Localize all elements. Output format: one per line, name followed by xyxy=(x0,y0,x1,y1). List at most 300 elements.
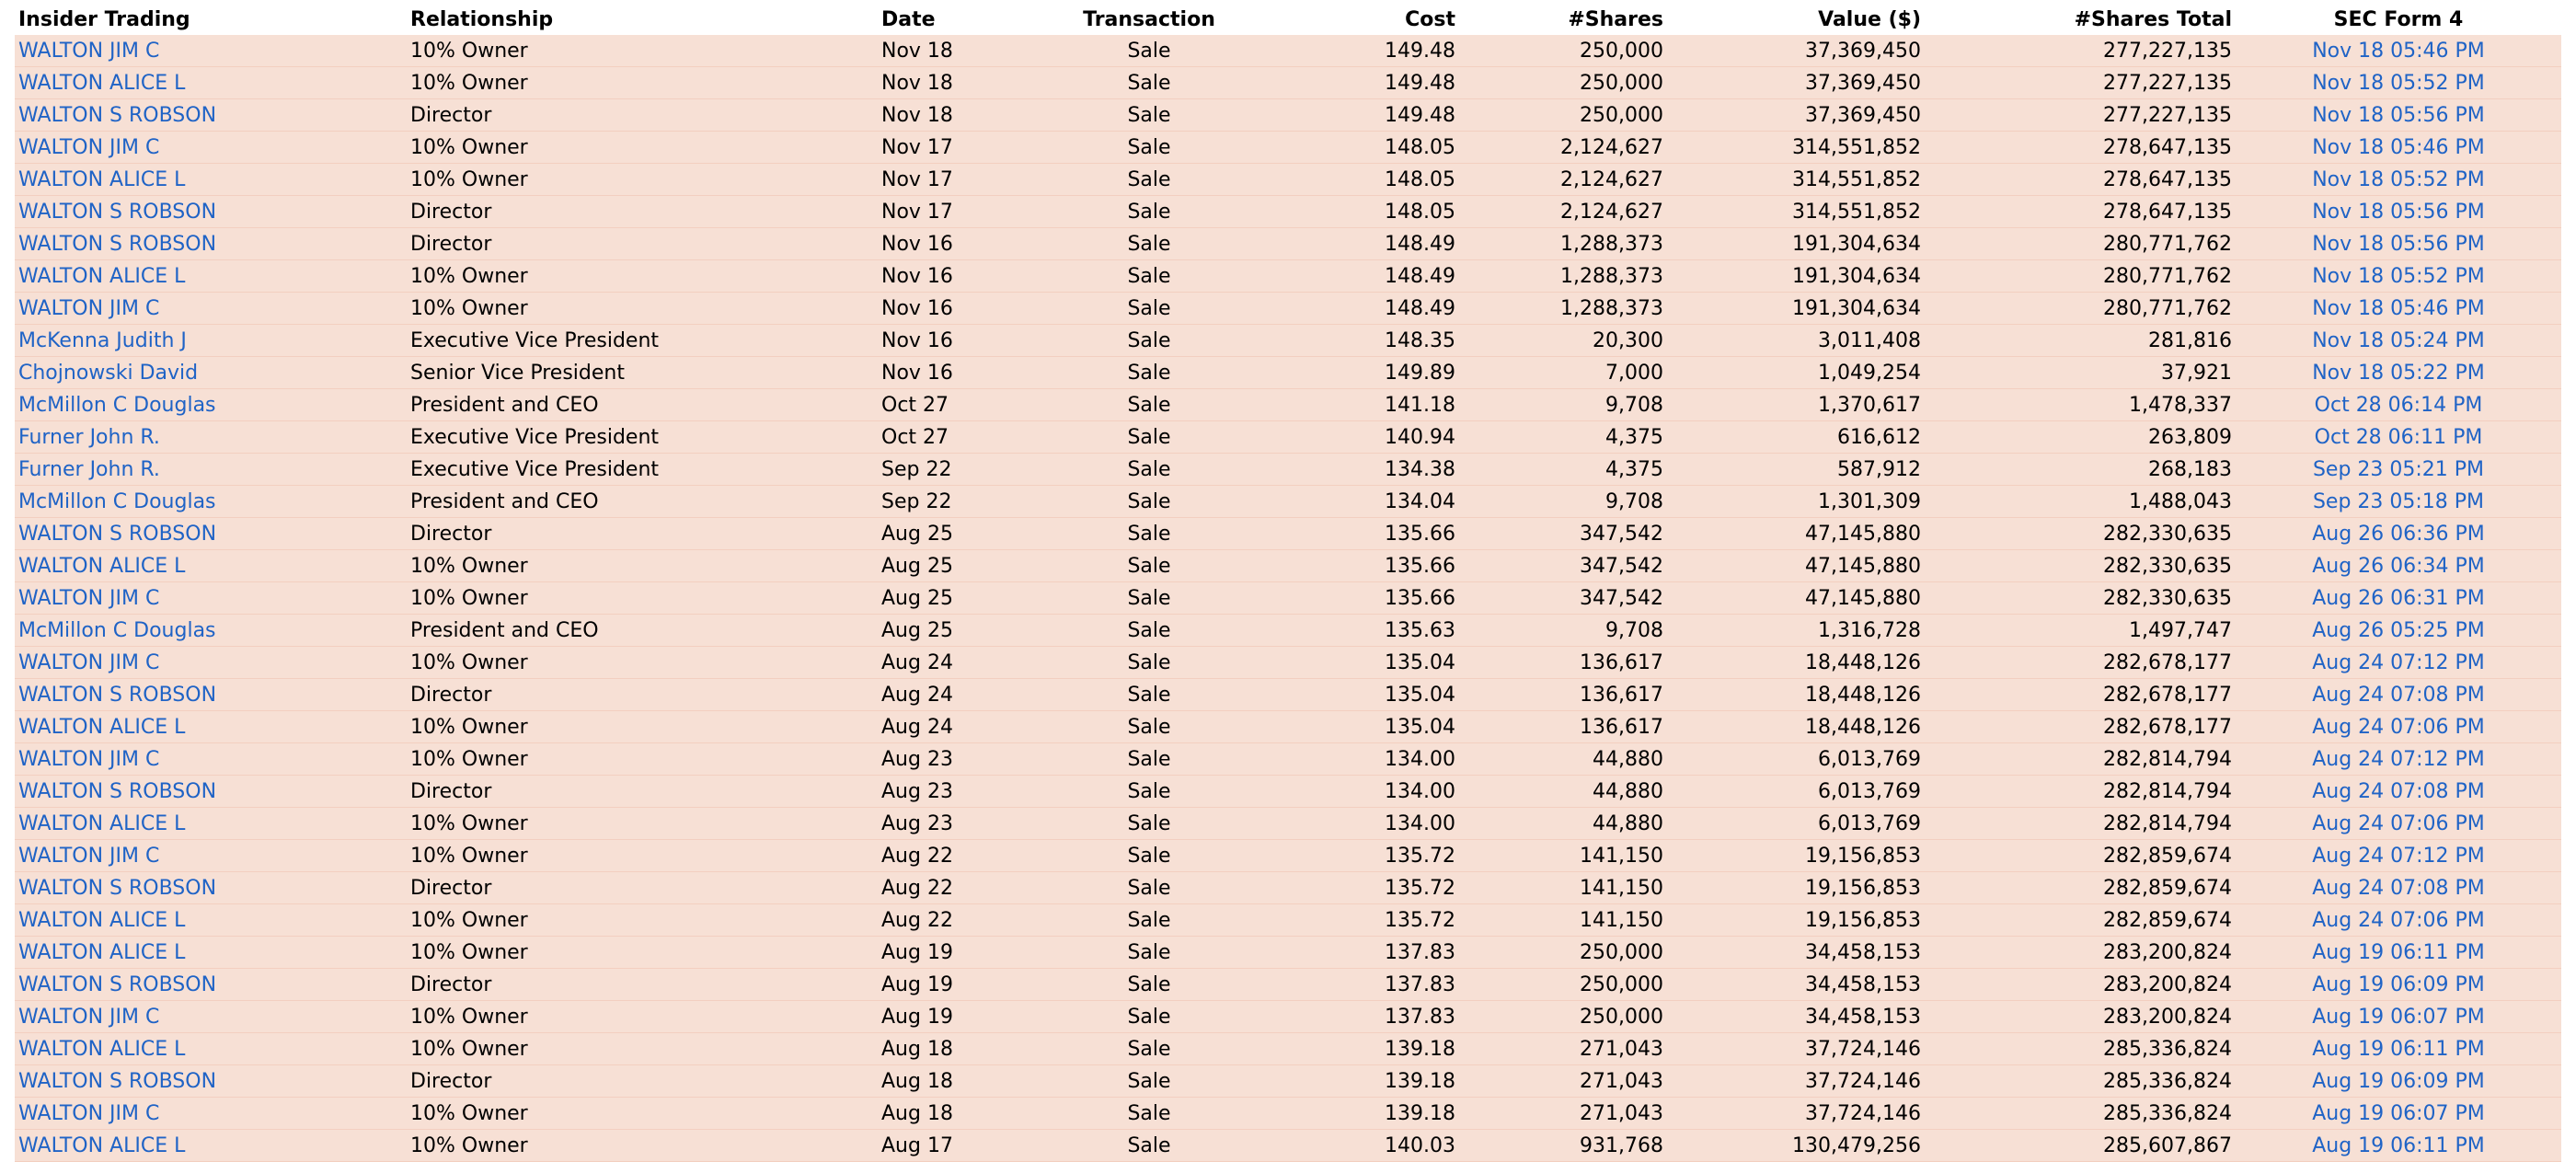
sec-form-link-cell xyxy=(2236,454,2561,486)
insider-name-link-cell xyxy=(15,67,407,99)
shares-total-cell: 282,814,794 xyxy=(1925,776,2236,808)
shares-total-cell: 278,647,135 xyxy=(1925,132,2236,164)
relationship-cell: Director xyxy=(407,99,878,132)
insider-name-link-cell xyxy=(15,260,407,293)
relationship-cell: President and CEO xyxy=(407,615,878,647)
insider-name-link[interactable]: McKenna Judith J xyxy=(18,328,187,352)
sec-form-link[interactable]: Aug 19 06:11 PM xyxy=(2312,1133,2485,1157)
cost-cell: 135.66 xyxy=(1246,518,1459,550)
table-row xyxy=(15,1130,2561,1162)
transaction-cell: Sale xyxy=(1052,132,1246,164)
insider-trading-table-container xyxy=(15,4,2561,1162)
shares-total-cell: 285,336,824 xyxy=(1925,1033,2236,1065)
insider-name-link[interactable]: WALTON JIM C xyxy=(18,747,160,771)
sec-form-link[interactable]: Aug 26 05:25 PM xyxy=(2312,618,2485,642)
cost-cell: 134.00 xyxy=(1246,808,1459,840)
table-row xyxy=(15,647,2561,679)
shares-cell: 1,288,373 xyxy=(1459,260,1667,293)
sec-form-link-cell xyxy=(2236,293,2561,325)
sec-form-link-cell xyxy=(2236,776,2561,808)
sec-form-link[interactable]: Nov 18 05:46 PM xyxy=(2312,296,2485,320)
shares-cell: 250,000 xyxy=(1459,35,1667,67)
table-row xyxy=(15,679,2561,711)
sec-form-link-cell xyxy=(2236,325,2561,357)
insider-name-link[interactable]: WALTON JIM C xyxy=(18,844,160,868)
relationship-cell: Director xyxy=(407,1065,878,1098)
shares-cell: 250,000 xyxy=(1459,969,1667,1001)
sec-form-link[interactable]: Aug 24 07:12 PM xyxy=(2312,844,2485,868)
cost-cell: 148.49 xyxy=(1246,260,1459,293)
insider-name-link[interactable]: Furner John R. xyxy=(18,425,160,449)
sec-form-link[interactable]: Nov 18 05:22 PM xyxy=(2312,361,2485,385)
insider-name-link-cell xyxy=(15,357,407,389)
table-row xyxy=(15,260,2561,293)
transaction-cell: Sale xyxy=(1052,196,1246,228)
value-cell: 37,369,450 xyxy=(1667,67,1925,99)
cost-cell: 148.49 xyxy=(1246,293,1459,325)
sec-form-link[interactable]: Aug 19 06:07 PM xyxy=(2312,1101,2485,1125)
sec-form-link[interactable]: Nov 18 05:52 PM xyxy=(2312,71,2485,95)
insider-name-link[interactable]: McMillon C Douglas xyxy=(18,489,216,513)
value-cell: 191,304,634 xyxy=(1667,228,1925,260)
insider-name-link-cell xyxy=(15,1001,407,1033)
insider-name-link[interactable]: WALTON S ROBSON xyxy=(18,683,217,707)
sec-form-link-cell xyxy=(2236,164,2561,196)
sec-form-link-cell xyxy=(2236,196,2561,228)
sec-form-link-cell xyxy=(2236,260,2561,293)
insider-name-link-cell xyxy=(15,776,407,808)
table-row xyxy=(15,421,2561,454)
table-row xyxy=(15,293,2561,325)
shares-total-cell: 268,183 xyxy=(1925,454,2236,486)
value-cell: 1,049,254 xyxy=(1667,357,1925,389)
transaction-cell: Sale xyxy=(1052,518,1246,550)
cost-cell: 134.38 xyxy=(1246,454,1459,486)
insider-name-link[interactable]: WALTON JIM C xyxy=(18,1005,160,1029)
transaction-cell: Sale xyxy=(1052,1033,1246,1065)
relationship-cell: 10% Owner xyxy=(407,840,878,872)
cost-cell: 148.05 xyxy=(1246,132,1459,164)
date-cell: Aug 25 xyxy=(878,582,1052,615)
date-cell: Aug 19 xyxy=(878,937,1052,969)
sec-form-link-cell xyxy=(2236,1130,2561,1162)
shares-total-cell: 37,921 xyxy=(1925,357,2236,389)
shares-cell: 2,124,627 xyxy=(1459,132,1667,164)
table-row xyxy=(15,743,2561,776)
cost-cell: 139.18 xyxy=(1246,1065,1459,1098)
sec-form-link[interactable]: Sep 23 05:21 PM xyxy=(2312,457,2485,481)
shares-total-cell: 263,809 xyxy=(1925,421,2236,454)
value-cell: 34,458,153 xyxy=(1667,969,1925,1001)
cost-cell: 135.04 xyxy=(1246,711,1459,743)
value-cell: 37,724,146 xyxy=(1667,1098,1925,1130)
shares-total-cell: 283,200,824 xyxy=(1925,1001,2236,1033)
relationship-cell: 10% Owner xyxy=(407,937,878,969)
transaction-cell: Sale xyxy=(1052,293,1246,325)
date-cell: Sep 22 xyxy=(878,454,1052,486)
cost-cell: 137.83 xyxy=(1246,969,1459,1001)
value-cell: 37,369,450 xyxy=(1667,99,1925,132)
table-row xyxy=(15,969,2561,1001)
transaction-cell: Sale xyxy=(1052,872,1246,904)
relationship-cell: 10% Owner xyxy=(407,904,878,937)
date-cell: Aug 22 xyxy=(878,840,1052,872)
insider-name-link-cell xyxy=(15,679,407,711)
cost-cell: 135.04 xyxy=(1246,679,1459,711)
shares-cell: 9,708 xyxy=(1459,389,1667,421)
value-cell: 19,156,853 xyxy=(1667,872,1925,904)
date-cell: Oct 27 xyxy=(878,389,1052,421)
sec-form-link[interactable]: Aug 24 07:12 PM xyxy=(2312,650,2485,674)
date-cell: Aug 22 xyxy=(878,904,1052,937)
date-cell: Nov 18 xyxy=(878,35,1052,67)
shares-cell: 347,542 xyxy=(1459,582,1667,615)
transaction-cell: Sale xyxy=(1052,647,1246,679)
sec-form-link[interactable]: Aug 24 07:08 PM xyxy=(2312,779,2485,803)
value-cell: 34,458,153 xyxy=(1667,1001,1925,1033)
insider-name-link-cell xyxy=(15,969,407,1001)
shares-total-cell: 278,647,135 xyxy=(1925,164,2236,196)
sec-form-link[interactable]: Nov 18 05:46 PM xyxy=(2312,39,2485,63)
insider-name-link[interactable]: WALTON JIM C xyxy=(18,586,160,610)
sec-form-link-cell xyxy=(2236,1098,2561,1130)
table-row xyxy=(15,937,2561,969)
relationship-cell: Director xyxy=(407,679,878,711)
shares-cell: 1,288,373 xyxy=(1459,228,1667,260)
insider-name-link[interactable]: McMillon C Douglas xyxy=(18,618,216,642)
sec-form-link[interactable]: Nov 18 05:56 PM xyxy=(2312,200,2485,224)
insider-name-link-cell xyxy=(15,518,407,550)
shares-cell: 250,000 xyxy=(1459,937,1667,969)
sec-form-link[interactable]: Aug 24 07:06 PM xyxy=(2312,908,2485,932)
value-cell: 191,304,634 xyxy=(1667,293,1925,325)
insider-name-link-cell xyxy=(15,293,407,325)
sec-form-link-cell xyxy=(2236,872,2561,904)
sec-form-link[interactable]: Aug 24 07:08 PM xyxy=(2312,683,2485,707)
date-cell: Aug 18 xyxy=(878,1033,1052,1065)
sec-form-link[interactable]: Aug 26 06:31 PM xyxy=(2312,586,2485,610)
relationship-cell: Director xyxy=(407,872,878,904)
sec-form-link[interactable]: Nov 18 05:24 PM xyxy=(2312,328,2485,352)
sec-form-link-cell xyxy=(2236,486,2561,518)
insider-name-link[interactable]: WALTON JIM C xyxy=(18,650,160,674)
transaction-cell: Sale xyxy=(1052,679,1246,711)
relationship-cell: 10% Owner xyxy=(407,582,878,615)
shares-total-cell: 283,200,824 xyxy=(1925,969,2236,1001)
insider-name-link[interactable]: WALTON S ROBSON xyxy=(18,876,217,900)
shares-total-cell: 277,227,135 xyxy=(1925,35,2236,67)
insider-name-link[interactable]: Chojnowski David xyxy=(18,361,199,385)
date-cell: Aug 23 xyxy=(878,743,1052,776)
sec-form-link-cell xyxy=(2236,389,2561,421)
date-cell: Nov 16 xyxy=(878,293,1052,325)
insider-name-link-cell xyxy=(15,872,407,904)
shares-total-cell: 282,330,635 xyxy=(1925,550,2236,582)
sec-form-link[interactable]: Aug 19 06:11 PM xyxy=(2312,1037,2485,1061)
insider-name-link-cell xyxy=(15,486,407,518)
sec-form-link-cell xyxy=(2236,550,2561,582)
value-cell: 18,448,126 xyxy=(1667,711,1925,743)
header-cost: Cost xyxy=(1246,4,1459,35)
insider-name-link-cell xyxy=(15,550,407,582)
sec-form-link[interactable]: Aug 26 06:36 PM xyxy=(2312,522,2485,546)
insider-name-link[interactable]: WALTON ALICE L xyxy=(18,1133,186,1157)
transaction-cell: Sale xyxy=(1052,164,1246,196)
date-cell: Nov 17 xyxy=(878,196,1052,228)
insider-name-link[interactable]: WALTON S ROBSON xyxy=(18,200,217,224)
shares-total-cell: 277,227,135 xyxy=(1925,99,2236,132)
insider-name-link-cell xyxy=(15,196,407,228)
value-cell: 19,156,853 xyxy=(1667,904,1925,937)
sec-form-link-cell xyxy=(2236,1001,2561,1033)
date-cell: Aug 18 xyxy=(878,1098,1052,1130)
sec-form-link-cell xyxy=(2236,357,2561,389)
relationship-cell: 10% Owner xyxy=(407,647,878,679)
shares-total-cell: 282,814,794 xyxy=(1925,743,2236,776)
relationship-cell: 10% Owner xyxy=(407,260,878,293)
shares-total-cell: 282,678,177 xyxy=(1925,679,2236,711)
value-cell: 6,013,769 xyxy=(1667,743,1925,776)
table-row xyxy=(15,389,2561,421)
sec-form-link-cell xyxy=(2236,582,2561,615)
relationship-cell: 10% Owner xyxy=(407,1033,878,1065)
shares-cell: 141,150 xyxy=(1459,872,1667,904)
insider-name-link[interactable]: WALTON ALICE L xyxy=(18,715,186,739)
transaction-cell: Sale xyxy=(1052,840,1246,872)
cost-cell: 135.72 xyxy=(1246,840,1459,872)
transaction-cell: Sale xyxy=(1052,35,1246,67)
insider-name-link[interactable]: WALTON S ROBSON xyxy=(18,972,217,996)
sec-form-link[interactable]: Oct 28 06:11 PM xyxy=(2314,425,2483,449)
table-row xyxy=(15,164,2561,196)
value-cell: 6,013,769 xyxy=(1667,776,1925,808)
cost-cell: 149.48 xyxy=(1246,35,1459,67)
cost-cell: 139.18 xyxy=(1246,1098,1459,1130)
sec-form-link-cell xyxy=(2236,904,2561,937)
insider-name-link[interactable]: WALTON JIM C xyxy=(18,39,160,63)
insider-name-link-cell xyxy=(15,132,407,164)
date-cell: Sep 22 xyxy=(878,486,1052,518)
cost-cell: 135.66 xyxy=(1246,582,1459,615)
insider-name-link-cell xyxy=(15,421,407,454)
table-row xyxy=(15,518,2561,550)
date-cell: Aug 24 xyxy=(878,711,1052,743)
value-cell: 6,013,769 xyxy=(1667,808,1925,840)
cost-cell: 148.49 xyxy=(1246,228,1459,260)
insider-name-link[interactable]: WALTON ALICE L xyxy=(18,1037,186,1061)
cost-cell: 135.66 xyxy=(1246,550,1459,582)
table-row xyxy=(15,776,2561,808)
shares-total-cell: 1,488,043 xyxy=(1925,486,2236,518)
table-row xyxy=(15,615,2561,647)
insider-name-link[interactable]: WALTON S ROBSON xyxy=(18,232,217,256)
transaction-cell: Sale xyxy=(1052,486,1246,518)
shares-cell: 141,150 xyxy=(1459,840,1667,872)
insider-name-link[interactable]: WALTON JIM C xyxy=(18,1101,160,1125)
insider-name-link-cell xyxy=(15,615,407,647)
shares-cell: 271,043 xyxy=(1459,1033,1667,1065)
shares-cell: 4,375 xyxy=(1459,421,1667,454)
transaction-cell: Sale xyxy=(1052,711,1246,743)
transaction-cell: Sale xyxy=(1052,776,1246,808)
sec-form-link[interactable]: Nov 18 05:56 PM xyxy=(2312,232,2485,256)
value-cell: 314,551,852 xyxy=(1667,132,1925,164)
insider-name-link[interactable]: WALTON ALICE L xyxy=(18,71,186,95)
shares-cell: 347,542 xyxy=(1459,518,1667,550)
shares-total-cell: 1,497,747 xyxy=(1925,615,2236,647)
header-relationship: Relationship xyxy=(407,4,878,35)
insider-name-link[interactable]: WALTON JIM C xyxy=(18,135,160,159)
insider-name-link[interactable]: WALTON ALICE L xyxy=(18,811,186,835)
shares-total-cell: 285,336,824 xyxy=(1925,1098,2236,1130)
sec-form-link[interactable]: Aug 19 06:09 PM xyxy=(2312,972,2485,996)
sec-form-link[interactable]: Nov 18 05:52 PM xyxy=(2312,167,2485,191)
transaction-cell: Sale xyxy=(1052,808,1246,840)
relationship-cell: President and CEO xyxy=(407,389,878,421)
shares-total-cell: 281,816 xyxy=(1925,325,2236,357)
sec-form-link[interactable]: Nov 18 05:56 PM xyxy=(2312,103,2485,127)
table-body xyxy=(15,35,2561,1162)
insider-name-link-cell xyxy=(15,164,407,196)
transaction-cell: Sale xyxy=(1052,357,1246,389)
insider-name-link[interactable]: WALTON ALICE L xyxy=(18,940,186,964)
insider-name-link-cell xyxy=(15,840,407,872)
header-transaction: Transaction xyxy=(1052,4,1246,35)
insider-trading-table xyxy=(15,4,2561,1162)
table-row xyxy=(15,132,2561,164)
transaction-cell: Sale xyxy=(1052,615,1246,647)
sec-form-link[interactable]: Aug 24 07:08 PM xyxy=(2312,876,2485,900)
insider-name-link-cell xyxy=(15,582,407,615)
shares-cell: 20,300 xyxy=(1459,325,1667,357)
sec-form-link-cell xyxy=(2236,132,2561,164)
value-cell: 37,369,450 xyxy=(1667,35,1925,67)
sec-form-link[interactable]: Nov 18 05:46 PM xyxy=(2312,135,2485,159)
sec-form-link-cell xyxy=(2236,711,2561,743)
value-cell: 130,479,256 xyxy=(1667,1130,1925,1162)
insider-name-link-cell xyxy=(15,454,407,486)
value-cell: 47,145,880 xyxy=(1667,582,1925,615)
cost-cell: 149.48 xyxy=(1246,99,1459,132)
date-cell: Aug 25 xyxy=(878,550,1052,582)
value-cell: 314,551,852 xyxy=(1667,164,1925,196)
insider-name-link[interactable]: WALTON JIM C xyxy=(18,296,160,320)
shares-cell: 7,000 xyxy=(1459,357,1667,389)
shares-cell: 347,542 xyxy=(1459,550,1667,582)
relationship-cell: 10% Owner xyxy=(407,550,878,582)
shares-total-cell: 282,859,674 xyxy=(1925,872,2236,904)
insider-name-link[interactable]: WALTON ALICE L xyxy=(18,554,186,578)
relationship-cell: 10% Owner xyxy=(407,1001,878,1033)
table-row xyxy=(15,1098,2561,1130)
insider-name-link[interactable]: McMillon C Douglas xyxy=(18,393,216,417)
shares-cell: 136,617 xyxy=(1459,647,1667,679)
date-cell: Nov 17 xyxy=(878,132,1052,164)
sec-form-link[interactable]: Nov 18 05:52 PM xyxy=(2312,264,2485,288)
insider-name-link-cell xyxy=(15,743,407,776)
shares-total-cell: 1,478,337 xyxy=(1925,389,2236,421)
table-row xyxy=(15,357,2561,389)
sec-form-link-cell xyxy=(2236,67,2561,99)
sec-form-link[interactable]: Oct 28 06:14 PM xyxy=(2314,393,2483,417)
table-row xyxy=(15,872,2561,904)
relationship-cell: Senior Vice President xyxy=(407,357,878,389)
shares-cell: 9,708 xyxy=(1459,486,1667,518)
value-cell: 587,912 xyxy=(1667,454,1925,486)
date-cell: Nov 16 xyxy=(878,228,1052,260)
relationship-cell: 10% Owner xyxy=(407,711,878,743)
table-row xyxy=(15,99,2561,132)
transaction-cell: Sale xyxy=(1052,1098,1246,1130)
sec-form-link-cell xyxy=(2236,743,2561,776)
shares-cell: 9,708 xyxy=(1459,615,1667,647)
sec-form-link[interactable]: Sep 23 05:18 PM xyxy=(2312,489,2485,513)
sec-form-link[interactable]: Aug 19 06:11 PM xyxy=(2312,940,2485,964)
sec-form-link[interactable]: Aug 24 07:06 PM xyxy=(2312,811,2485,835)
table-header-row xyxy=(15,4,2561,35)
date-cell: Aug 17 xyxy=(878,1130,1052,1162)
shares-cell: 250,000 xyxy=(1459,99,1667,132)
sec-form-link-cell xyxy=(2236,937,2561,969)
date-cell: Aug 19 xyxy=(878,969,1052,1001)
date-cell: Nov 18 xyxy=(878,99,1052,132)
sec-form-link[interactable]: Aug 24 07:06 PM xyxy=(2312,715,2485,739)
value-cell: 47,145,880 xyxy=(1667,550,1925,582)
insider-name-link[interactable]: WALTON S ROBSON xyxy=(18,1069,217,1093)
value-cell: 314,551,852 xyxy=(1667,196,1925,228)
transaction-cell: Sale xyxy=(1052,904,1246,937)
relationship-cell: Director xyxy=(407,518,878,550)
date-cell: Aug 19 xyxy=(878,1001,1052,1033)
insider-name-link[interactable]: WALTON ALICE L xyxy=(18,167,186,191)
insider-name-link-cell xyxy=(15,325,407,357)
cost-cell: 148.05 xyxy=(1246,196,1459,228)
shares-cell: 2,124,627 xyxy=(1459,164,1667,196)
shares-total-cell: 280,771,762 xyxy=(1925,293,2236,325)
cost-cell: 135.72 xyxy=(1246,872,1459,904)
sec-form-link[interactable]: Aug 19 06:07 PM xyxy=(2312,1005,2485,1029)
value-cell: 47,145,880 xyxy=(1667,518,1925,550)
shares-total-cell: 280,771,762 xyxy=(1925,260,2236,293)
transaction-cell: Sale xyxy=(1052,743,1246,776)
relationship-cell: Executive Vice President xyxy=(407,421,878,454)
header-sec-form: SEC Form 4 xyxy=(2236,4,2561,35)
insider-name-link[interactable]: Furner John R. xyxy=(18,457,160,481)
sec-form-link[interactable]: Aug 19 06:09 PM xyxy=(2312,1069,2485,1093)
sec-form-link[interactable]: Aug 24 07:12 PM xyxy=(2312,747,2485,771)
date-cell: Aug 18 xyxy=(878,1065,1052,1098)
insider-name-link[interactable]: WALTON S ROBSON xyxy=(18,522,217,546)
insider-name-link[interactable]: WALTON S ROBSON xyxy=(18,779,217,803)
transaction-cell: Sale xyxy=(1052,260,1246,293)
insider-name-link[interactable]: WALTON S ROBSON xyxy=(18,103,217,127)
cost-cell: 140.94 xyxy=(1246,421,1459,454)
sec-form-link[interactable]: Aug 26 06:34 PM xyxy=(2312,554,2485,578)
transaction-cell: Sale xyxy=(1052,454,1246,486)
relationship-cell: 10% Owner xyxy=(407,808,878,840)
shares-cell: 250,000 xyxy=(1459,67,1667,99)
insider-name-link[interactable]: WALTON ALICE L xyxy=(18,908,186,932)
insider-name-link-cell xyxy=(15,228,407,260)
cost-cell: 140.03 xyxy=(1246,1130,1459,1162)
table-row xyxy=(15,840,2561,872)
insider-name-link-cell xyxy=(15,389,407,421)
relationship-cell: Director xyxy=(407,228,878,260)
shares-total-cell: 282,859,674 xyxy=(1925,840,2236,872)
value-cell: 18,448,126 xyxy=(1667,647,1925,679)
date-cell: Nov 18 xyxy=(878,67,1052,99)
insider-name-link[interactable]: WALTON ALICE L xyxy=(18,264,186,288)
